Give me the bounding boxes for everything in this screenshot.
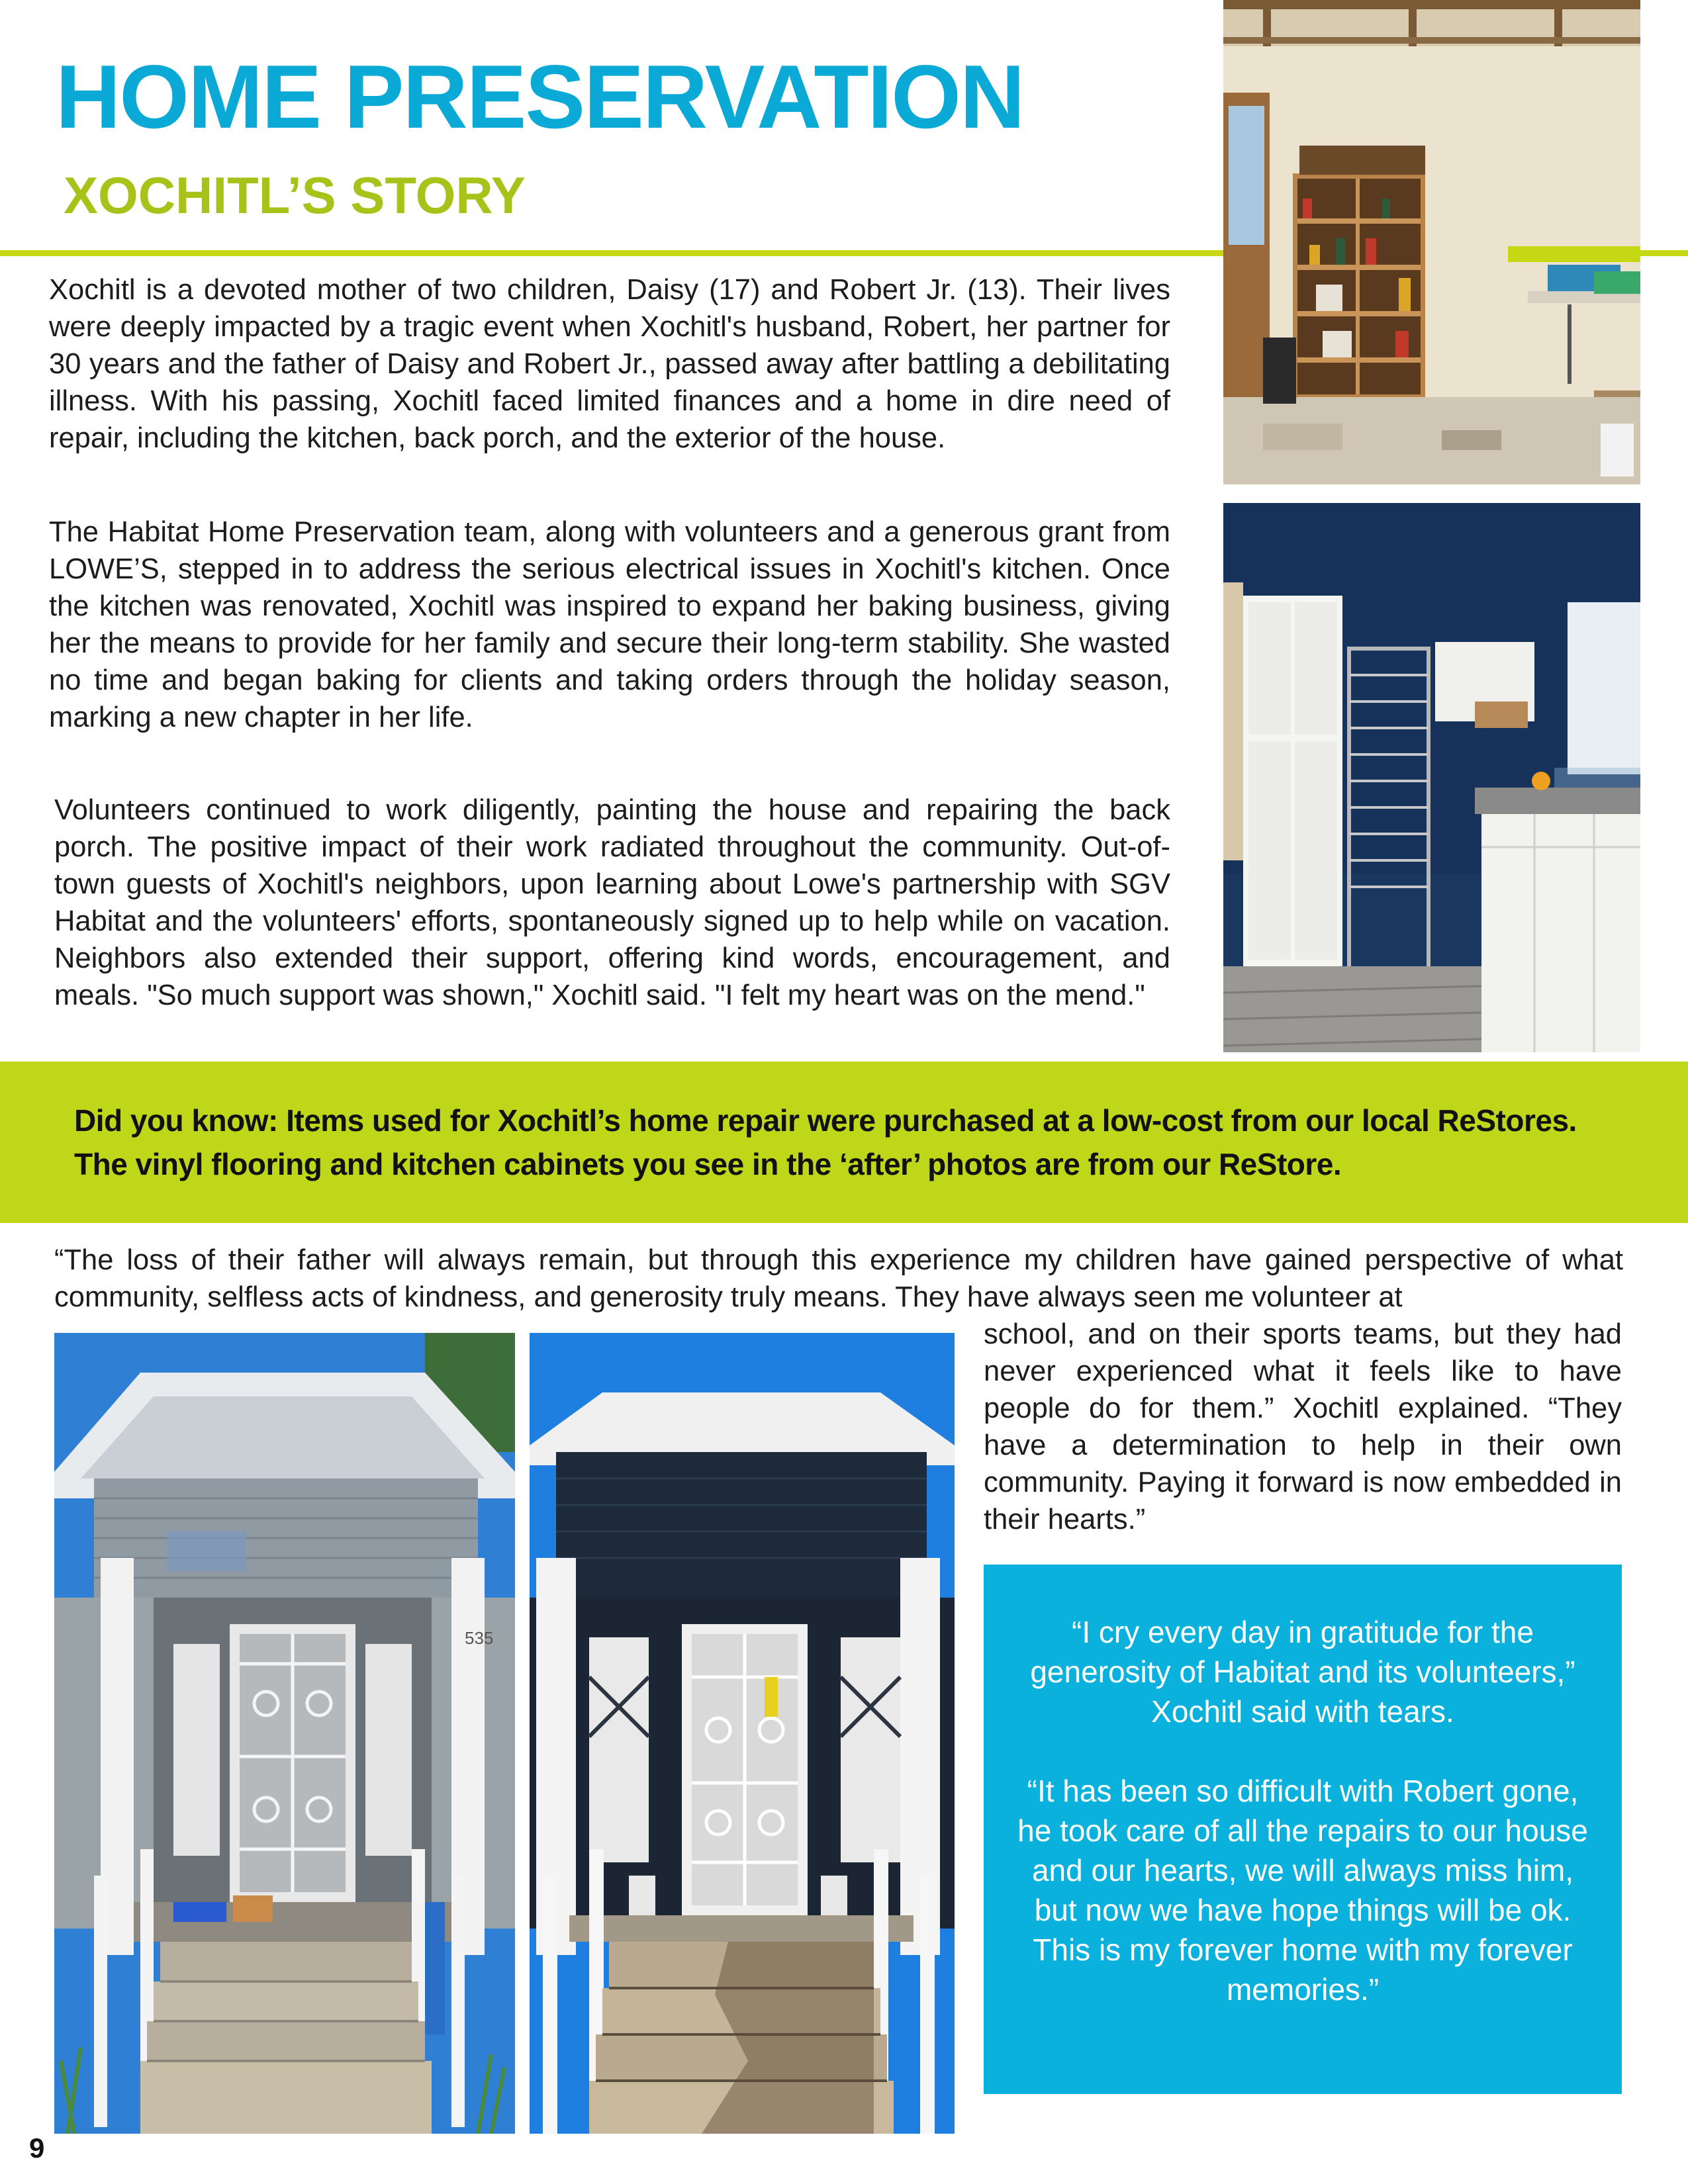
family-quote-intro: “The loss of their father will always remain, but through this experience my children have gained perspective of what community, selfless acts of kindness, and generosity truly means. They have always seen me volunteer at bbox=[54, 1244, 1623, 1313]
pull-quote-forever-home: “It has been so difficult with Robert gone, he took care of all the repairs to our house and our hearts, we will always miss him, but now we have hope things will be ok. This is my forever home with my forever memories.” bbox=[1017, 1774, 1588, 2007]
story-subtitle: XOCHITL’S STORY bbox=[64, 166, 526, 224]
story-paragraph-3: Volunteers continued to work diligently, painting the house and repairing the back porch. The positive impact of their work radiated throughout the community. Out-of-town guests of Xochitl's neighbors, upon learning about Lowe's partnership with SGV Habitat and the volunteers' efforts, spontaneously signed up to help while on vacation. Neighbors also extended their support, offering kind words, encouragement, and meals. "So much support was shown," Xochitl said. "I felt my heart was on the mend." bbox=[54, 794, 1170, 1011]
pull-quote-box bbox=[984, 1565, 1622, 2094]
kitchen-before-photo bbox=[1223, 0, 1640, 484]
porch-before-photo bbox=[54, 1333, 515, 2134]
did-you-know-text: Did you know: Items used for Xochitl’s home repair were purchased at a low-cost from our local ReStores. The vinyl flooring and kitchen cabinets you see in the ‘after’ photos are from our ReStore. bbox=[74, 1103, 1577, 1181]
family-quote-continued: school, and on their sports teams, but they had never experienced what it feels like to have people do for them.” Xochitl explained. “They have a determination to help in their own community. Paying it forward is now embedded in their hearts.” bbox=[984, 1318, 1622, 1535]
story-paragraph-2: The Habitat Home Preservation team, along with volunteers and a generous grant from LOWE’S, stepped in to address the serious electrical issues in Xochitl's kitchen. Once the kitchen was renovated, Xochitl was inspired to expand her baking business, giving her the means to provide for her family and secure their long-term stability. She wasted no time and began baking for clients and taking orders through the holiday season, marking a new chapter in her life. bbox=[49, 516, 1170, 733]
kitchen-after-photo bbox=[1223, 503, 1640, 1052]
house-number: 535 bbox=[465, 1628, 494, 1648]
pull-quote-gratitude: “I cry every day in gratitude for the generosity of Habitat and its volunteers,” Xochitl said with tears. bbox=[1030, 1615, 1575, 1729]
porch-after-photo bbox=[530, 1333, 955, 2134]
page-number: 9 bbox=[29, 2132, 45, 2163]
page-title: HOME PRESERVATION bbox=[56, 46, 1024, 147]
story-paragraph-1: Xochitl is a devoted mother of two children, Daisy (17) and Robert Jr. (13). Their lives were deeply impacted by a tragic event when Xochitl's husband, Robert, her partner for 30 years and the father of Daisy and Robert Jr., passed away after battling a debilitating illness. With his passing, Xochitl faced limited finances and a home in dire need of repair, including the kitchen, back porch, and the exterior of the house. bbox=[49, 274, 1170, 454]
